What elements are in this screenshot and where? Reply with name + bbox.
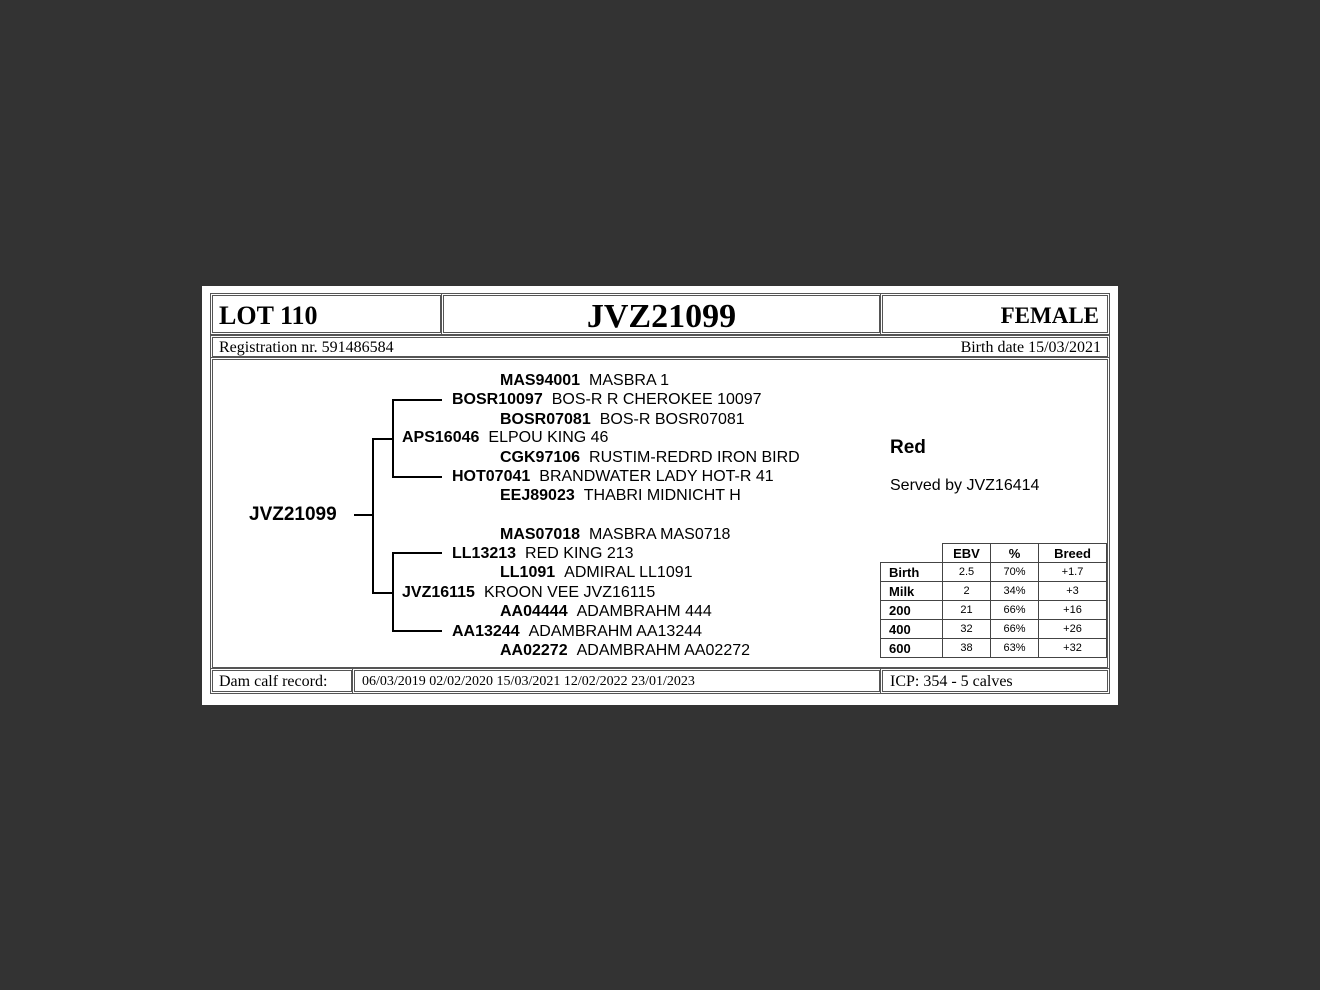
breed-value: +16 bbox=[1039, 601, 1107, 620]
row-label: 600 bbox=[881, 639, 943, 658]
pct-col-header: % bbox=[991, 544, 1039, 563]
served-by-label: Served by JVZ16414 bbox=[890, 477, 1040, 494]
table-row bbox=[881, 601, 1107, 620]
animal-id-box bbox=[441, 293, 882, 335]
animal-id-title: JVZ21099 bbox=[586, 298, 737, 335]
dam-connector bbox=[372, 592, 392, 594]
lot-number: LOT 110 bbox=[219, 301, 318, 330]
row-label: 400 bbox=[881, 620, 943, 639]
pedigree-sire-sire-dam: BOSR07081 BOS-R BOSR07081 bbox=[500, 411, 745, 428]
subject-connector bbox=[354, 514, 373, 516]
breed-value: +1.7 bbox=[1039, 563, 1107, 582]
pedigree-dam-sire-sire: MAS07018 MASBRA MAS0718 bbox=[500, 526, 731, 543]
ebv-col-header: EBV bbox=[943, 544, 991, 563]
lot-card bbox=[202, 286, 1118, 705]
icp-box bbox=[880, 668, 1110, 694]
pedigree-sire-dam-dam: EEJ89023 THABRI MIDNICHT H bbox=[500, 487, 741, 504]
parents-vertical bbox=[372, 438, 374, 594]
ebv-table bbox=[880, 543, 1107, 658]
pct-value: 66% bbox=[991, 620, 1039, 639]
ebv-header-row bbox=[881, 544, 1107, 563]
pedigree-dam-dam: AA13244 ADAMBRAHM AA13244 bbox=[452, 623, 703, 640]
ebv-value: 32 bbox=[943, 620, 991, 639]
lot-box bbox=[210, 293, 443, 335]
pedigree-dam-dam-sire: AA04444 ADAMBRAHM 444 bbox=[500, 603, 712, 620]
pedigree-sire-dam: HOT07041 BRANDWATER LADY HOT-R 41 bbox=[452, 468, 774, 485]
sire-branch-vertical bbox=[392, 399, 394, 477]
color-label: Red bbox=[890, 437, 926, 458]
pedigree-sire-sire: BOSR10097 BOS-R R CHEROKEE 10097 bbox=[452, 391, 762, 408]
sex-box bbox=[880, 293, 1110, 335]
dam-branch-vertical bbox=[392, 552, 394, 631]
pct-value: 70% bbox=[991, 563, 1039, 582]
row-label: Milk bbox=[881, 582, 943, 601]
dam-calf-label: Dam calf record: bbox=[219, 673, 328, 690]
registration-number: Registration nr. 591486584 bbox=[219, 339, 394, 356]
ebv-corner bbox=[881, 544, 943, 563]
table-row bbox=[881, 639, 1107, 658]
breed-col-header: Breed bbox=[1039, 544, 1107, 563]
dam-calf-dates-box bbox=[352, 668, 882, 694]
sire-dam-connector bbox=[392, 476, 442, 478]
sex-label: FEMALE bbox=[1000, 303, 1099, 328]
icp-value: ICP: 354 - 5 calves bbox=[890, 673, 1013, 690]
row-label: 200 bbox=[881, 601, 943, 620]
pedigree-dam: JVZ16115 KROON VEE JVZ16115 bbox=[402, 584, 656, 601]
breed-value: +3 bbox=[1039, 582, 1107, 601]
table-row bbox=[881, 620, 1107, 639]
pedigree-sire-dam-sire: CGK97106 RUSTIM-REDRD IRON BIRD bbox=[500, 449, 800, 466]
ebv-value: 38 bbox=[943, 639, 991, 658]
breed-value: +26 bbox=[1039, 620, 1107, 639]
pedigree-sire: APS16046 ELPOU KING 46 bbox=[402, 429, 609, 446]
sire-sire-connector bbox=[392, 399, 442, 401]
pedigree-dam-sire-dam: LL1091 ADMIRAL LL1091 bbox=[500, 564, 693, 581]
table-row bbox=[881, 563, 1107, 582]
dam-calf-label-box bbox=[210, 668, 354, 694]
dam-sire-connector bbox=[392, 552, 442, 554]
pedigree-subject: JVZ21099 bbox=[249, 504, 337, 525]
pedigree-dam-sire: LL13213 RED KING 213 bbox=[452, 545, 634, 562]
pedigree-dam-dam-dam: AA02272 ADAMBRAHM AA02272 bbox=[500, 642, 751, 659]
pct-value: 34% bbox=[991, 582, 1039, 601]
row-label: Birth bbox=[881, 563, 943, 582]
ebv-value: 21 bbox=[943, 601, 991, 620]
breed-value: +32 bbox=[1039, 639, 1107, 658]
sire-connector bbox=[372, 438, 392, 440]
pedigree-sire-sire-sire: MAS94001 MASBRA 1 bbox=[500, 372, 670, 389]
birth-date: Birth date 15/03/2021 bbox=[960, 339, 1101, 356]
dam-dam-connector bbox=[392, 630, 442, 632]
ebv-value: 2 bbox=[943, 582, 991, 601]
table-row bbox=[881, 582, 1107, 601]
dam-calf-dates: 06/03/2019 02/02/2020 15/03/2021 12/02/2022 23/01/2023 bbox=[362, 674, 695, 689]
ebv-value: 2.5 bbox=[943, 563, 991, 582]
pct-value: 66% bbox=[991, 601, 1039, 620]
info-row bbox=[210, 335, 1110, 359]
pct-value: 63% bbox=[991, 639, 1039, 658]
